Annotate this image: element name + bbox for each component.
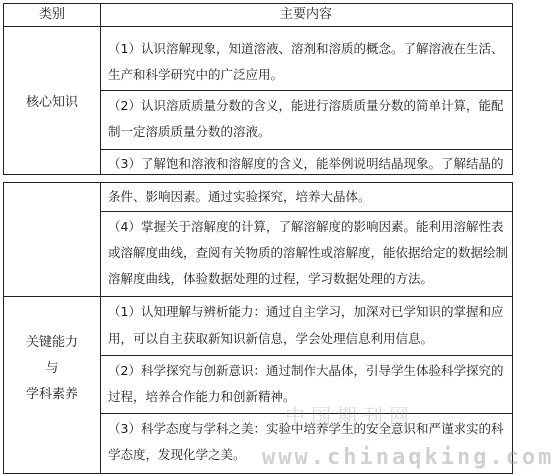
ability1-line2: 用，可以自主获取新知识新信息，学会处理信息利用信息。	[108, 331, 434, 346]
item4-line2: 或溶解度曲线，查阅有关物质的溶解性或溶解度，能依据给定的数据绘制	[108, 245, 509, 260]
category-ability-line1: 关键能力	[25, 335, 78, 350]
column-divider	[100, 183, 101, 473]
table-top	[3, 3, 513, 175]
category-core-knowledge: 核心知识	[25, 95, 78, 110]
ability2-line2: 过程，培养合作能力和创新精神。	[108, 389, 296, 404]
row-divider	[100, 211, 512, 212]
row-divider	[100, 355, 512, 356]
ability1-line1: （1）认知理解与辨析能力：通过自主学习，加深对已学知识的掌握和应	[108, 304, 504, 319]
item4-line3: 溶解度曲线，体验数据处理的过程，学习数据处理的方法。	[108, 271, 434, 286]
row-divider	[100, 149, 512, 150]
item4-line1: （4）掌握关于溶解度的计算，了解溶解度的影响因素。能利用溶解性表	[108, 219, 504, 234]
section-divider	[4, 296, 512, 297]
item3-line1: （3）了解饱和溶液和溶解度的含义，能举例说明结晶现象。了解结晶的	[108, 156, 504, 171]
ability3-line1: （3）科学态度与学科之美：实验中培养学生的安全意识和严谨求实的科	[108, 421, 504, 436]
item2-line1: （2）认识溶质质量分数的含义，能进行溶质质量分数的简单计算，能配	[108, 98, 504, 113]
row-divider	[100, 90, 512, 91]
category-ability-line3: 学科素养	[25, 387, 78, 402]
item1-line1: （1）认识溶解现象，知道溶液、溶剂和溶质的概念。了解溶液在生活、	[108, 41, 504, 56]
category-ability-line2: 与	[45, 361, 59, 376]
item2-line2: 制一定溶质质量分数的溶液。	[108, 124, 271, 139]
table-bottom	[3, 182, 513, 474]
ability2-line1: （2）科学探究与创新意识：通过制作大晶体，引导学生体验科学探究的	[108, 363, 504, 378]
watermark-cn: 中国期刊网	[285, 404, 415, 428]
header-divider	[4, 26, 512, 27]
page-break	[0, 175, 518, 182]
ability3-line2: 学态度，发现化学之美。	[108, 447, 246, 462]
item1-line2: 生产和科学研究中的广泛应用。	[108, 67, 284, 82]
item3-continued: 条件、影响因素。通过实验探究，培养大晶体。	[108, 189, 371, 204]
header-category: 类别	[38, 7, 65, 22]
header-content: 主要内容	[280, 7, 333, 22]
watermark-url: www.chinaqking.com	[262, 445, 554, 470]
